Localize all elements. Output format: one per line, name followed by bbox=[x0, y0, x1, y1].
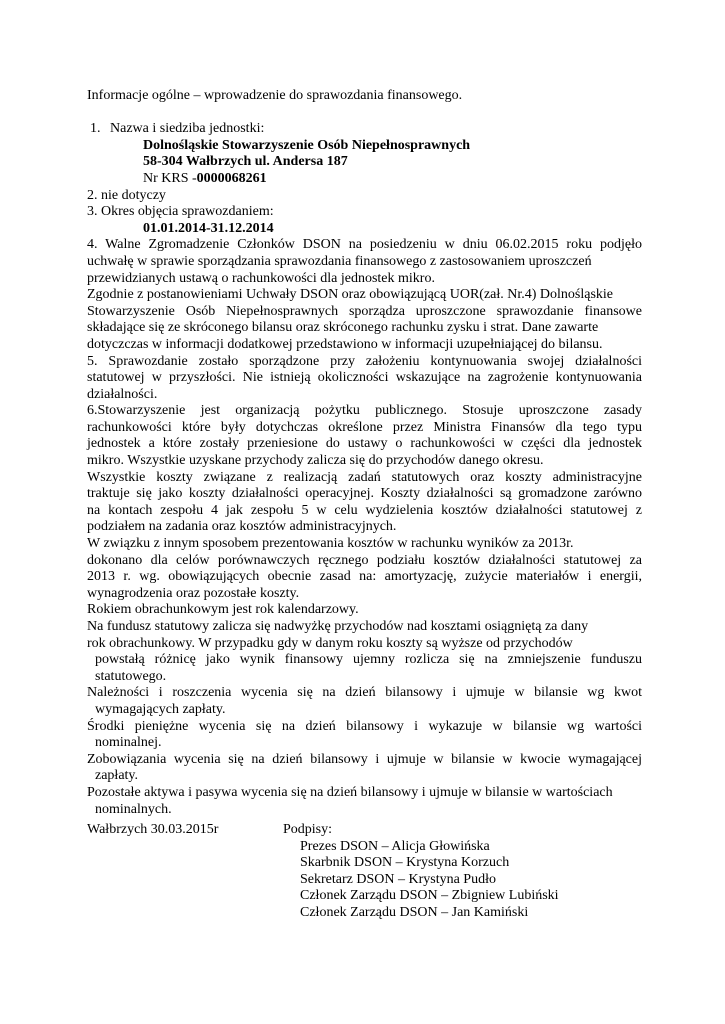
list-item-heading: Nazwa i siedziba jednostki: bbox=[110, 121, 265, 137]
signature-line: Sekretarz DSON – Krystyna Pudło bbox=[300, 871, 496, 887]
paragraph-line: mikro. Wszystkie uzyskane przychody zalicza się do przychodów danego okresu. bbox=[87, 453, 544, 469]
paragraph-line: Pozostałe aktywa i pasywa wycenia się na dzień bilansowy i ujmuje w bilansie w wartościach bbox=[87, 784, 613, 800]
list-item-3-heading: 3. Okres objęcia sprawozdaniem: bbox=[87, 204, 274, 220]
paragraph-line: Stowarzyszenie Osób Niepełnosprawnych sporządza uproszczone sprawozdanie finansowe bbox=[87, 303, 642, 319]
paragraph-line: zapłaty. bbox=[95, 768, 139, 784]
paragraph-line: powstałą różnicę jako wynik finansowy ujemny rozlicza się na zmniejszenie funduszu bbox=[95, 652, 642, 668]
paragraph-line: Zgodnie z postanowieniami Uchwały DSON oraz obowiązującą UOR(zał. Nr.4) Dolnośląskie bbox=[87, 287, 614, 303]
list-item-2: 2. nie dotyczy bbox=[87, 187, 166, 203]
paragraph-line: statutowego. bbox=[95, 668, 167, 684]
paragraph-line: rok obrachunkowy. W przypadku gdy w danym roku koszty są wyższe od przychodów bbox=[87, 635, 573, 651]
paragraph-line: Na fundusz statutowy zalicza się nadwyżkę przychodów nad kosztami osiągniętą za dany bbox=[87, 619, 589, 634]
paragraph-line: 4. Walne Zgromadzenie Członków DSON na posiedzeniu w dniu 06.02.2015 roku podjęło bbox=[87, 237, 642, 253]
signature-line: Prezes DSON – Alicja Głowińska bbox=[300, 838, 490, 854]
signatures-label: Podpisy: bbox=[283, 822, 333, 837]
paragraph-line: dokonano dla celów porównawczych ręcznego podziału kosztów działalności statutowej za bbox=[87, 552, 642, 568]
paragraph-line: Rokiem obrachunkowym jest rok kalendarzowy. bbox=[87, 602, 359, 618]
paragraph-line: nominalnej. bbox=[95, 735, 162, 751]
paragraph-line: rachunkowości które były dotychczas określone przez Ministra Finansów dla tego typu bbox=[87, 419, 642, 435]
paragraph-line: 2013 r. wg. obowiązujących obecnie zasad na: amortyzację, zużycie materiałów i energii, bbox=[87, 569, 642, 585]
document-title: Informacje ogólne – wprowadzenie do sprawozdania finansowego. bbox=[87, 88, 463, 103]
krs-line bbox=[87, 171, 642, 188]
paragraph-line: Należności i roszczenia wycenia się na dzień bilansowy i ujmuje w bilansie wg kwot bbox=[87, 685, 642, 701]
reporting-period: 01.01.2014-31.12.2014 bbox=[143, 220, 274, 236]
paragraph-line: wymagających zapłaty. bbox=[95, 701, 226, 717]
org-address: 58-304 Wałbrzych ul. Andersa 187 bbox=[143, 154, 348, 170]
paragraph-line: podziałem na zadania oraz kosztów administracyjnych. bbox=[87, 519, 397, 535]
list-item-1 bbox=[87, 121, 642, 138]
paragraph-line: składające się ze skróconego bilansu oraz skróconego rachunku zysku i strat. Dane zawarte bbox=[87, 320, 599, 336]
paragraph-line: przewidzianych ustawą o rachunkowości dla jednostek mikro. bbox=[87, 270, 435, 286]
paragraph-line: W związku z innym sposobem prezentowania kosztów w rachunku wyników za 2013r. bbox=[87, 536, 574, 552]
place-and-date: Wałbrzych 30.03.2015r bbox=[87, 822, 219, 837]
paragraph-line: uchwałę w sprawie sporządzania sprawozdania finansowego z zastosowaniem uproszczeń bbox=[87, 253, 592, 269]
paragraph-line: dotyczczas w informacji dodatkowej przedstawiono w informacji uzupełniającej do bilansu. bbox=[87, 336, 603, 352]
paragraph-line: Wszystkie koszty związane z realizacją zadań statutowych oraz koszty administracyjne bbox=[87, 469, 642, 485]
paragraph-line: wynagrodzenia oraz pozostałe koszty. bbox=[87, 585, 300, 601]
paragraph-line: jednostek a które zostały przeniesione do ustawy o rachunkowości w części dla jednostek bbox=[87, 436, 642, 452]
krs-prefix: Nr KRS - bbox=[143, 170, 197, 186]
paragraph-line: na kontach zespołu 4 jak zespołu 5 w celu wydzielenia kosztów działalności statutowej z bbox=[87, 502, 642, 518]
paragraph-line: statutowej w przyszłości. Nie istnieją okoliczności wskazujące na zagrożenie kontynuowania bbox=[87, 370, 642, 386]
signatures-block bbox=[283, 822, 559, 922]
paragraph-line: nominalnych. bbox=[95, 801, 172, 817]
paragraph-line: traktuje się jako koszty działalności operacyjnej. Koszty działalności są gromadzone zarówno bbox=[87, 486, 642, 502]
paragraph-line: 5. Sprawozdanie zostało sporządzone przy założeniu kontynuowania swojej działalności bbox=[87, 353, 642, 369]
paragraph-line: Środki pieniężne wycenia się na dzień bilansowy i wykazuje w bilansie wg wartości bbox=[87, 718, 642, 734]
paragraph-line: Zobowiązania wycenia się na dzień bilansowy i ujmuje w bilansie w kwocie wymagającej bbox=[87, 751, 642, 767]
signature-line: Członek Zarządu DSON – Jan Kamiński bbox=[300, 904, 529, 920]
org-name: Dolnośląskie Stowarzyszenie Osób Niepełnosprawnych bbox=[143, 137, 471, 153]
document-body bbox=[87, 88, 642, 818]
krs-number: 0000068261 bbox=[196, 170, 267, 186]
signature-line: Skarbnik DSON – Krystyna Korzuch bbox=[300, 855, 510, 871]
paragraph-line: 6.Stowarzyszenie jest organizacją pożytku publicznego. Stosuje uproszczone zasady bbox=[87, 403, 642, 419]
blank-line bbox=[87, 105, 642, 122]
signature-line: Członek Zarządu DSON – Zbigniew Lubiński bbox=[300, 888, 559, 904]
list-item-number: 1. bbox=[90, 121, 101, 137]
paragraph-line: działalności. bbox=[87, 386, 158, 402]
